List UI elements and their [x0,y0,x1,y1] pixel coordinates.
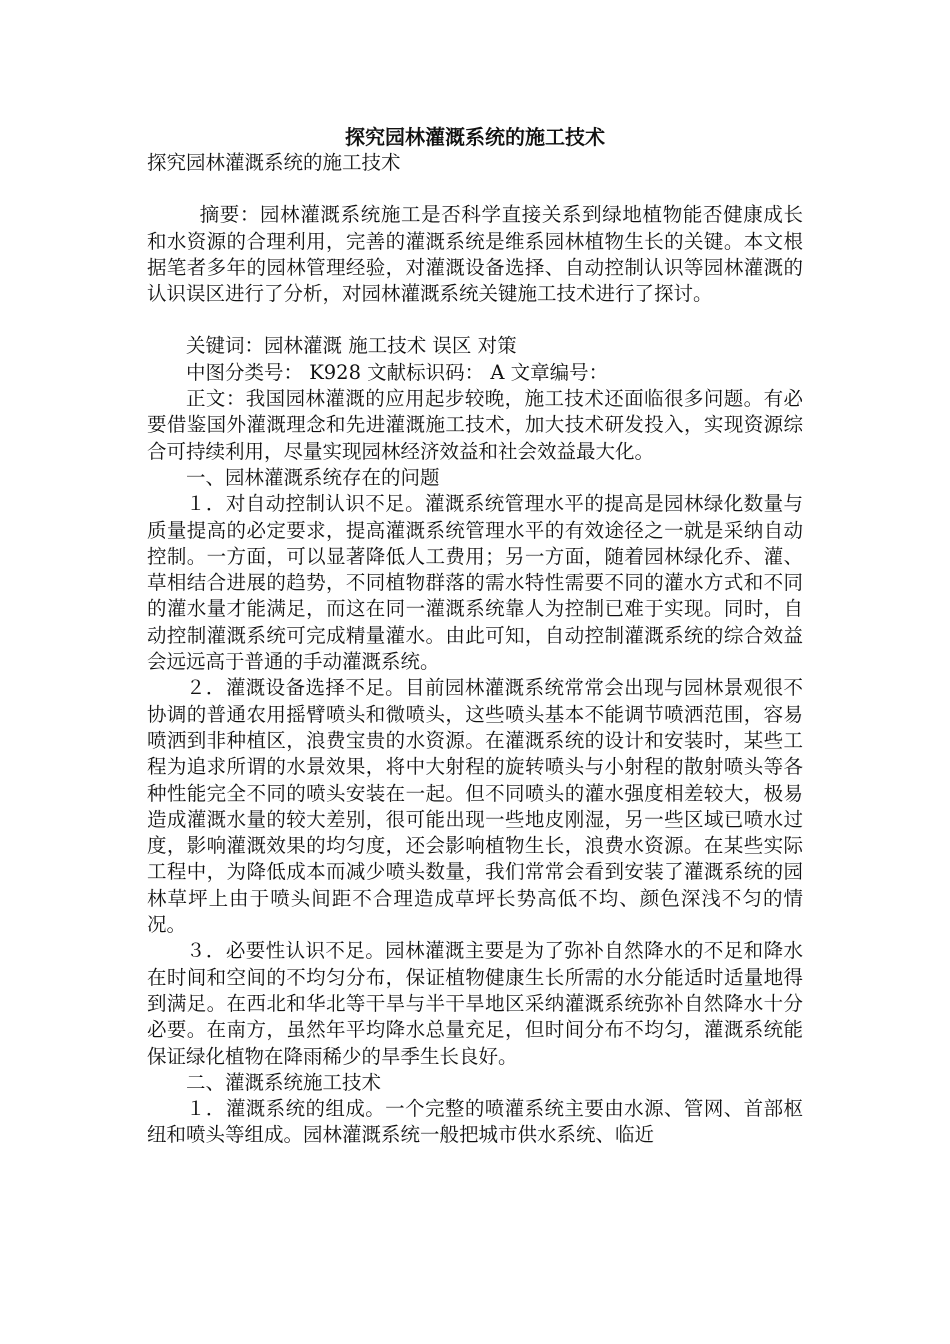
classification-line: 中图分类号： K928 文献标识码： A 文章编号： [186,360,609,384]
section1-paragraph-1: １．对自动控制认识不足。灌溉系统管理水平的提高是园林绿化数量与质量提高的必定要求，提高灌溉系统管理水平的有效途径之一就是采纳自动控制。一方面，可以显著降低人工费用；另一方面，随着园林绿化乔、灌、草相结合进展的趋势，不同植物群落的需水特性需要不同的灌水方式和不同的灌水量才能满足，而这在同一灌溉系统靠人为控制已难于实现。同时，自动控制灌溉系统可完成精量灌水。由此可知，自动控制灌溉系统的综合效益会远远高于普通的手动灌溉系统。 [147,492,803,674]
section-heading-2: 二、灌溉系统施工技术 [186,1070,382,1094]
keywords-line: 关键词：园林灌溉 施工技术 误区 对策 [186,334,517,358]
document-page [147,124,803,1149]
document-title: 探究园林灌溉系统的施工技术 [345,125,605,149]
intro-paragraph: 正文：我国园林灌溉的应用起步较晚，施工技术还面临很多问题。有必要借鉴国外灌溉理念和先进灌溉施工技术，加大技术研发投入，实现资源综合可持续利用，尽量实现园林经济效益和社会效益最大化。 [147,387,803,463]
section-heading-1: 一、园林灌溉系统存在的问题 [186,465,440,489]
abstract-paragraph: 摘要：园林灌溉系统施工是否科学直接关系到绿地植物能否健康成长和水资源的合理利用，完善的灌溉系统是维系园林植物生长的关键。本文根据笔者多年的园林管理经验，对灌溉设备选择、自动控制认识等园林灌溉的认识误区进行了分析，对园林灌溉系统关键施工技术进行了探讨。 [147,203,803,306]
document-subtitle: 探究园林灌溉系统的施工技术 [147,151,401,174]
section1-paragraph-2: ２．灌溉设备选择不足。目前园林灌溉系统常常会出现与园林景观很不协调的普通农用摇臂喷头和微喷头，这些喷头基本不能调节喷洒范围，容易喷洒到非种植区，浪费宝贵的水资源。在灌溉系统的设计和安装时，某些工程为追求所谓的水景效果，将中大射程的旋转喷头与小射程的散射喷头等各种性能完全不同的喷头安装在一起。但不同喷头的灌水强度相差较大，极易造成灌溉水量的较大差别，很可能出现一些地皮刚湿，另一些区域已喷水过度，影响灌溉效果的均匀度，还会影响植物生长，浪费水资源。在某些实际工程中，为降低成本而减少喷头数量，我们常常会看到安装了灌溉系统的园林草坪上由于喷头间距不合理造成草坪长势高低不均、颜色深浅不匀的情况。 [147,676,803,937]
section1-paragraph-3: ３．必要性认识不足。园林灌溉主要是为了弥补自然降水的不足和降水在时间和空间的不均匀分布，保证植物健康生长所需的水分能适时适量地得到满足。在西北和华北等干旱与半干旱地区采纳灌溉系统弥补自然降水十分必要。在南方，虽然年平均降水总量充足，但时间分布不均匀，灌溉系统能保证绿化植物在降雨稀少的旱季生长良好。 [147,939,803,1068]
section2-paragraph-1: １．灌溉系统的组成。一个完整的喷灌系统主要由水源、管网、首部枢纽和喷头等组成。园林灌溉系统一般把城市供水系统、临近 [147,1097,803,1147]
